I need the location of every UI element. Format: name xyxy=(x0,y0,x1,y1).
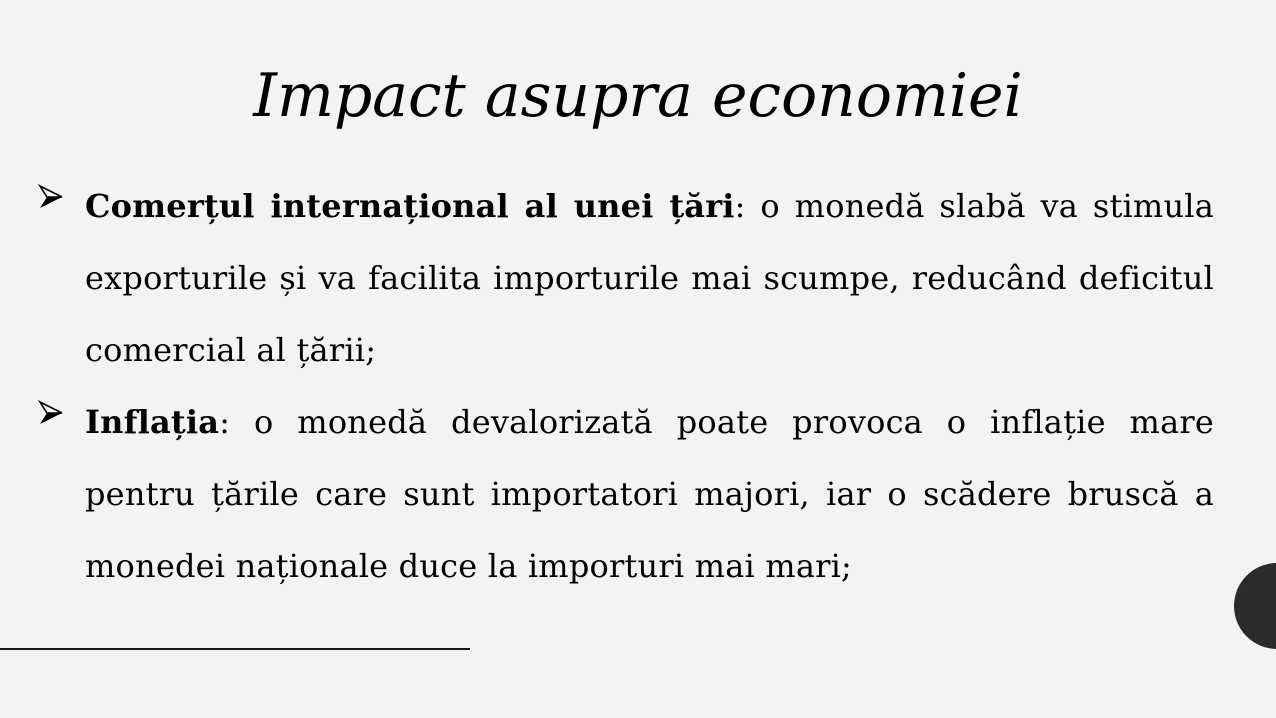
bullet-separator-trade: : xyxy=(734,187,746,225)
footer-divider-line xyxy=(0,648,470,650)
bullet-item-trade xyxy=(38,170,1214,386)
slide-title: Impact asupra economiei xyxy=(253,61,1023,131)
bullet-term-inflation: Inflația xyxy=(85,403,220,441)
bullet-body-trade: o monedă slabă va stimula exporturile și va facilita importurile mai scumpe, reducând deficitul comercial al țării; xyxy=(85,187,1215,369)
bullet-text-trade xyxy=(85,170,1214,386)
arrowhead-bullet-icon xyxy=(38,400,64,426)
bullet-separator-inflation: : xyxy=(219,403,231,441)
bullet-item-inflation xyxy=(38,386,1214,602)
bullet-body-inflation: o monedă devalorizată poate provoca o inflație mare pentru țările care sunt importatori majori, iar o scădere bruscă a monedei naționale duce la importuri mai mari; xyxy=(85,403,1214,585)
decorative-circle xyxy=(1234,563,1276,649)
arrowhead-bullet-icon xyxy=(38,184,64,210)
bullet-text-inflation xyxy=(85,386,1214,602)
bullet-list xyxy=(38,170,1214,602)
bullet-term-trade: Comerțul internațional al unei țări xyxy=(85,187,735,225)
